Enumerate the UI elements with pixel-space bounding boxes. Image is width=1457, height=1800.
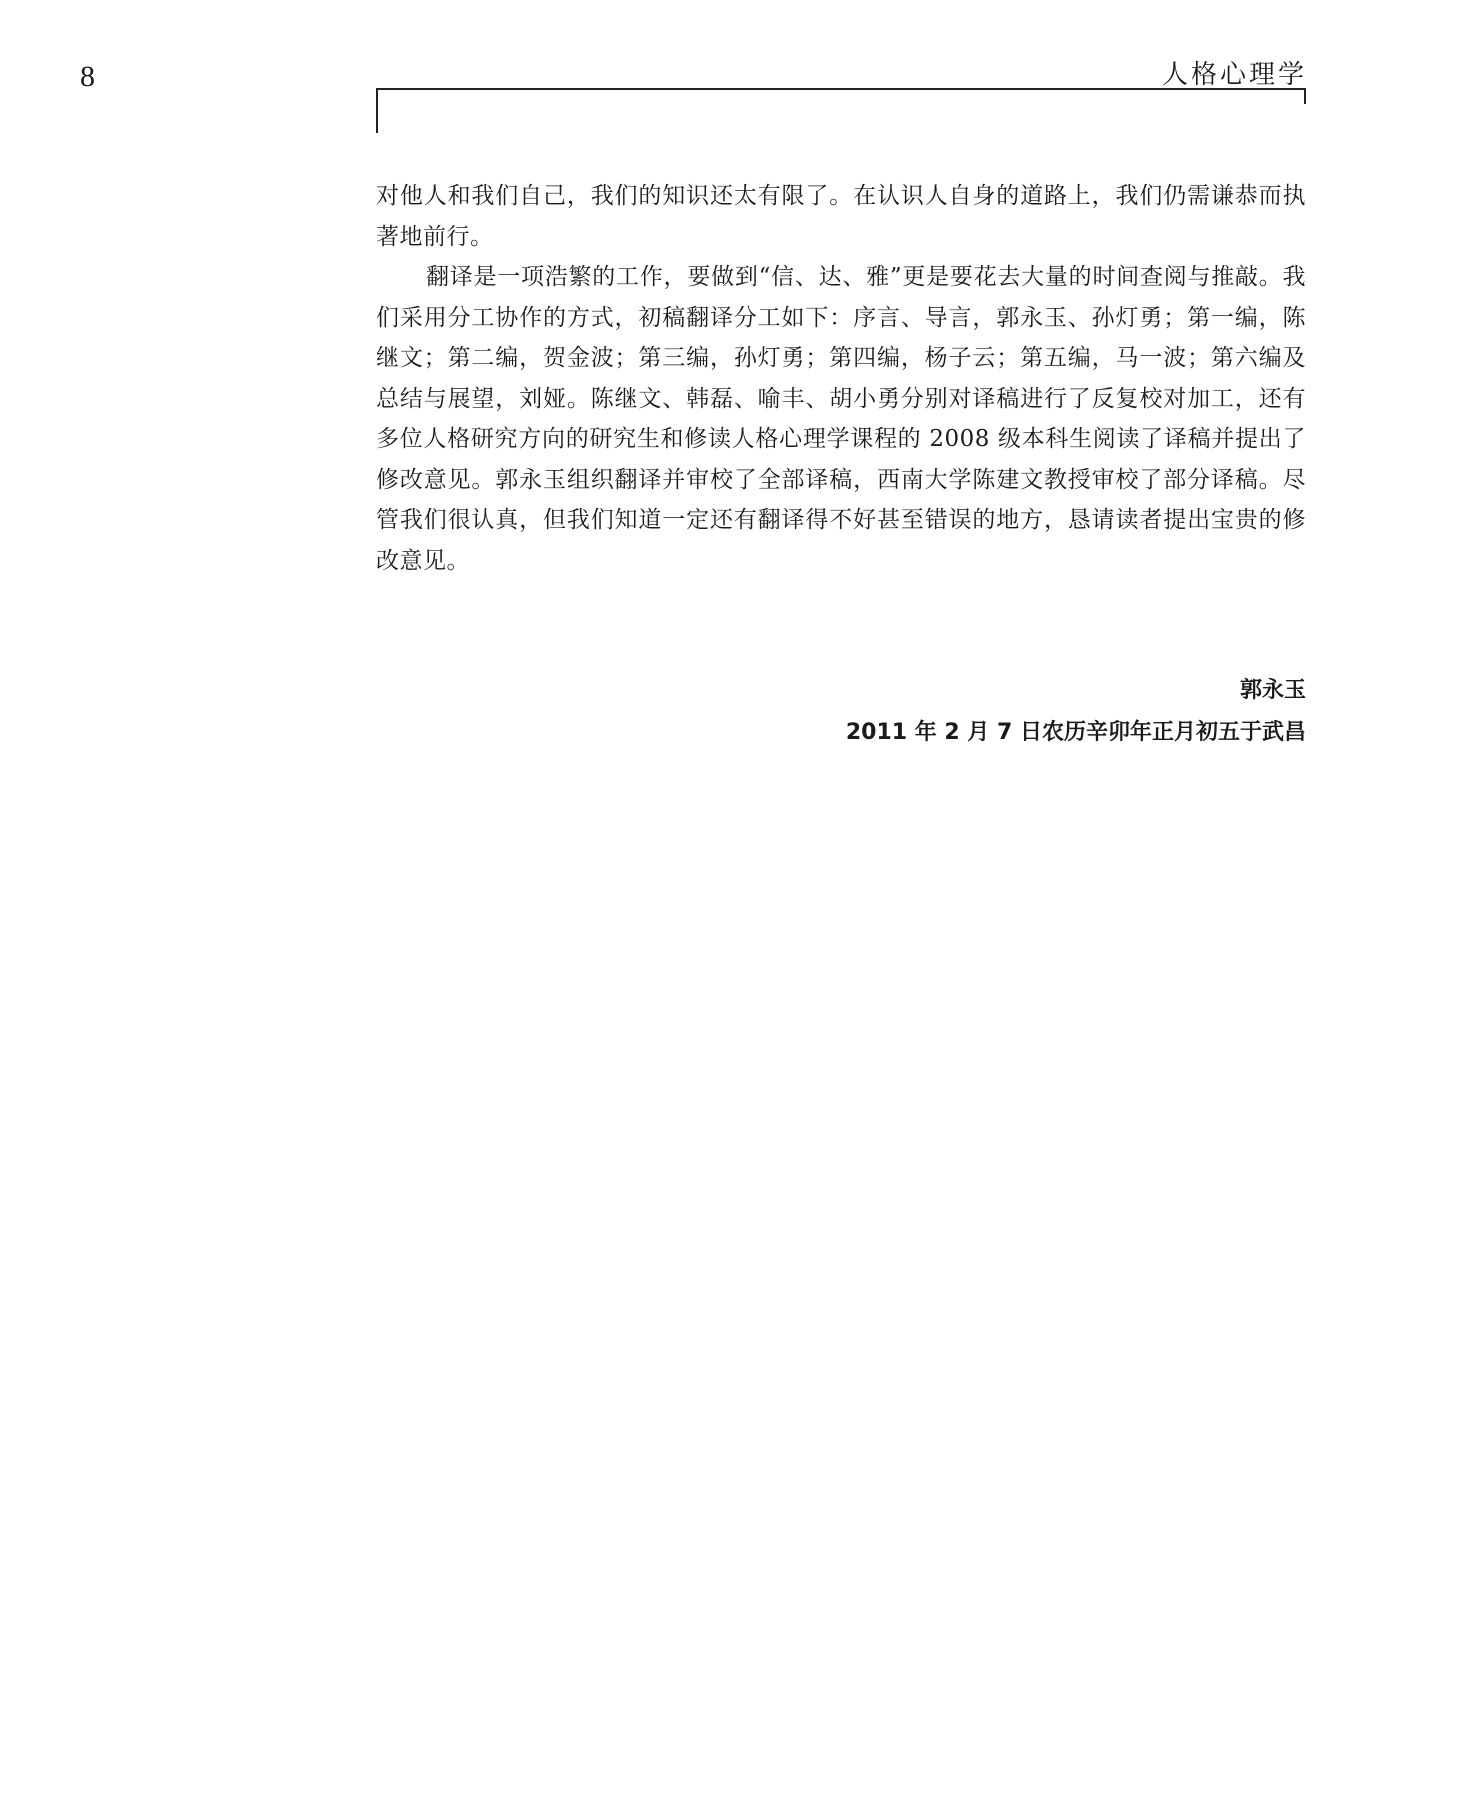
signature-date-place: 2011 年 2 月 7 日农历辛卯年正月初五于武昌 — [845, 720, 1306, 745]
signature-name: 郭永玉 — [1239, 678, 1306, 703]
paragraph-translation-note: 翻译是一项浩繁的工作，要做到“信、达、雅”更是要花去大量的时间查阅与推敲。我们采用分工协作的方式，初稿翻译分工如下：序言、导言，郭永玉、孙灯勇；第一编，陈继文；第二编，贺金波；第三编，孙灯勇；第四编，杨子云；第五编，马一波；第六编及总结与展望，刘娅。陈继文、韩磊、喻丰、胡小勇分别对译稿进行了反复校对加工，还有多位人格研究方向的研究生和修读人格心理学课程的 2008 级本科生阅读了译稿并提出了修改意见。郭永玉组织翻译并审校了全部译稿，西南大学陈建文教授审校了部分译稿。尽管我们很认真，但我们知道一定还有翻译得不好甚至错误的地方，恳请读者提出宝贵的修改意见。 — [376, 264, 1306, 574]
header-rule-left-tick — [376, 88, 378, 133]
header-rule-right-tick — [1304, 88, 1306, 104]
header-rule — [376, 88, 1306, 90]
page-number: 8 — [80, 60, 95, 93]
signature-block — [846, 670, 1306, 754]
paragraph-continuation: 对他人和我们自己，我们的知识还太有限了。在认识人自身的道路上，我们仍需谦恭而执著地前行。 — [376, 183, 1306, 250]
running-title: 人格心理学 — [1161, 60, 1307, 90]
body-text — [376, 176, 1306, 581]
